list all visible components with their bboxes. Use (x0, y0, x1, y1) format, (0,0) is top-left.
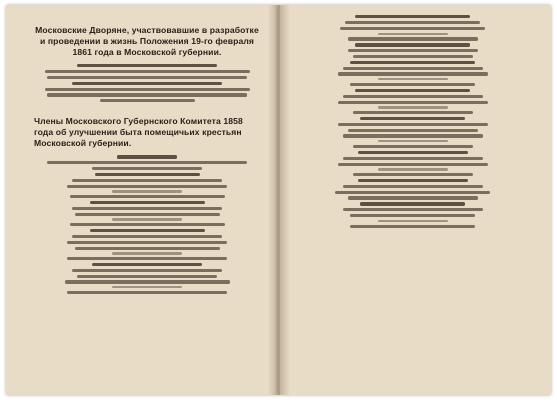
right-list-section (300, 15, 525, 228)
left-heading-1: Московские Дворяне, участвовавшие в разработке и проведении в жизнь Положения 19-го февраля 1861 года в Московской губернии. (35, 25, 259, 57)
right-page (278, 5, 551, 395)
left-list-section-1 (34, 64, 260, 102)
left-list-section-2 (34, 155, 260, 294)
left-page (6, 5, 278, 395)
left-page-text (34, 25, 260, 385)
book-spread (6, 5, 551, 395)
left-heading-2: Члены Московского Губернского Комитета 1858 года об улучшении быта помещичьих крестьян Московской губернии. (34, 116, 243, 149)
right-page-text (300, 15, 525, 385)
